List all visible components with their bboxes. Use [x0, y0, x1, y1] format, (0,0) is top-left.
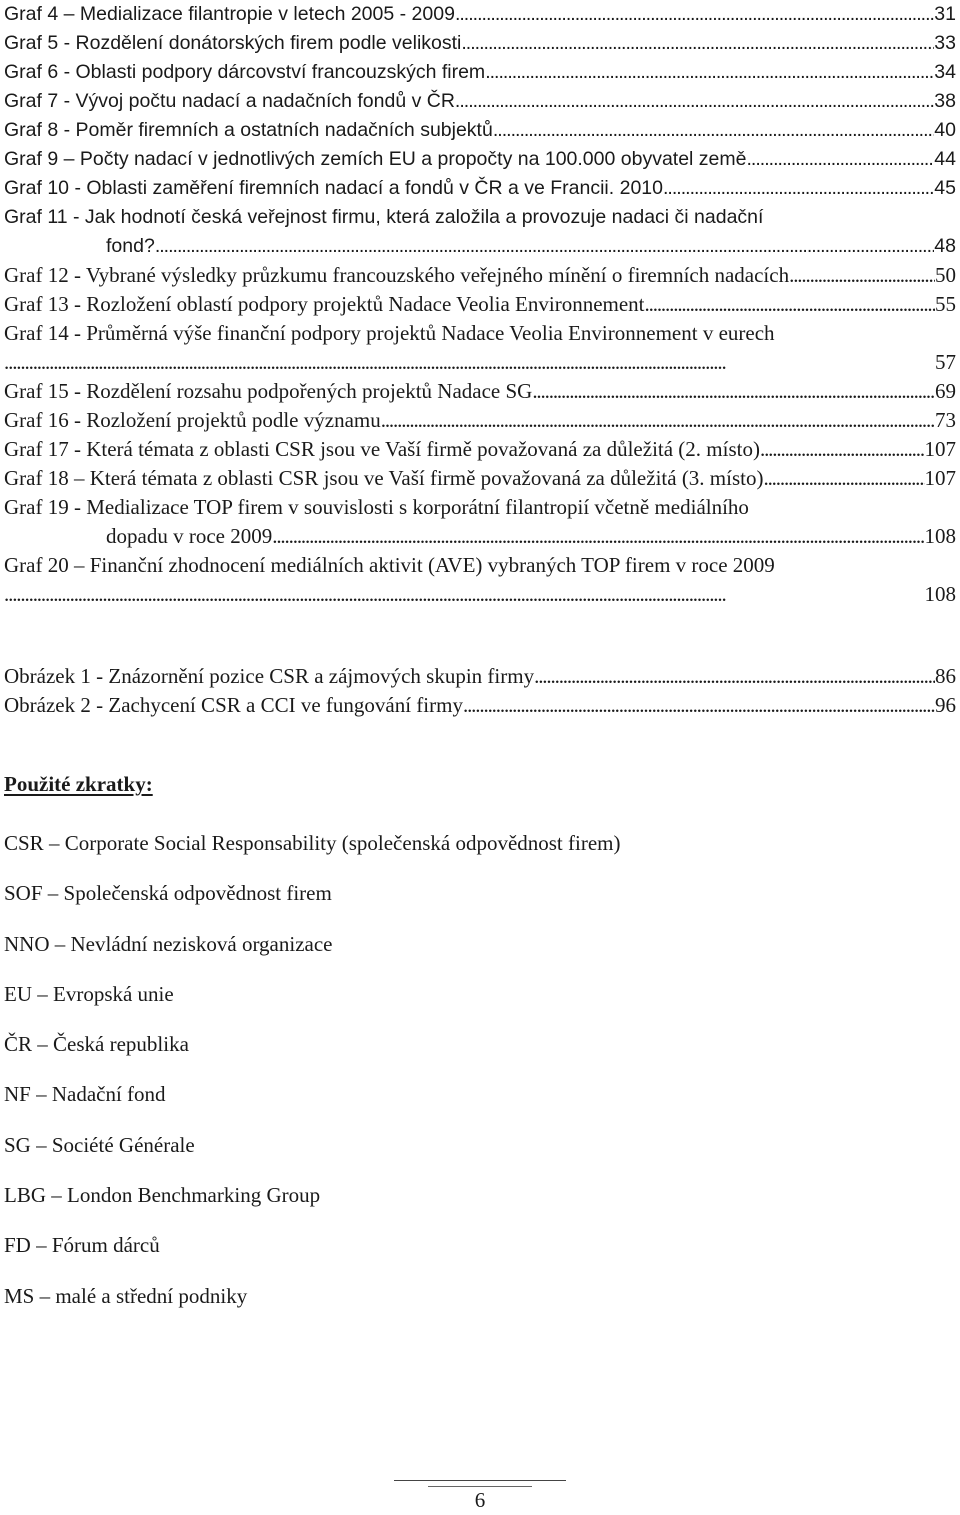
- abbreviation-item: SG – Société Générale: [4, 1132, 195, 1157]
- abbreviation-item: CSR – Corporate Social Responsability (společenská odpovědnost firem): [4, 831, 621, 855]
- toc-entry-title: Graf 10 - Oblasti zaměření firemních nadací a fondů v ČR a ve Francii. 2010: [4, 177, 663, 199]
- toc-entry-title: Graf 7 - Vývoj počtu nadací a nadačních fondů v ČR: [4, 90, 455, 112]
- toc-dot-leader: [463, 691, 935, 720]
- toc-entry[interactable]: [4, 203, 956, 261]
- toc-dot-leader: [381, 406, 935, 435]
- toc-dot-leader: [272, 522, 924, 551]
- toc-entry[interactable]: [4, 290, 956, 319]
- toc-entry-title: Graf 14 - Průměrná výše finanční podpory projektů Nadace Veolia Environnement v eurech: [4, 321, 775, 345]
- toc-line: [4, 493, 956, 522]
- toc-line: [4, 580, 956, 609]
- abbreviation-item: NF – Nadační fond: [4, 1082, 166, 1107]
- toc-dot-leader: [760, 435, 925, 464]
- toc-page-number: 107: [924, 437, 956, 461]
- toc-page-number: 33: [934, 32, 956, 54]
- toc-dot-leader: [155, 232, 934, 261]
- toc-page-number: 38: [934, 90, 956, 112]
- toc-line: [4, 29, 956, 58]
- toc-line: [4, 261, 956, 290]
- toc-line: [4, 464, 956, 493]
- toc-entry-title: Graf 18 – Která témata z oblasti CSR jsou ve Vaší firmě považovaná za důležitá (3. místo): [4, 466, 764, 490]
- toc-line: [4, 435, 956, 464]
- toc-entry-title: Graf 19 - Medializace TOP firem v souvislosti s korporátní filantropií včetně mediálního: [4, 495, 749, 519]
- toc-dot-leader: [455, 87, 934, 116]
- toc-entry-title: Graf 16 - Rozložení projektů podle významu: [4, 408, 381, 432]
- toc-entry[interactable]: [4, 174, 956, 203]
- abbreviations-heading: Použité zkratky:: [4, 772, 153, 796]
- toc-dot-leader: [4, 348, 935, 377]
- toc-entry[interactable]: [4, 261, 956, 290]
- toc-dot-leader: [534, 662, 935, 691]
- toc-page-number: 108: [924, 524, 956, 548]
- toc-entry-title: Graf 13 - Rozložení oblastí podpory projektů Nadace Veolia Environnement: [4, 292, 645, 316]
- toc-entry[interactable]: [4, 435, 956, 464]
- toc-dot-leader: [493, 116, 934, 145]
- toc-page-number: 55: [935, 292, 956, 316]
- toc-entry-title: Obrázek 2 - Zachycení CSR a CCI ve fungování firmy: [4, 693, 463, 717]
- toc-entry-title: fond?: [106, 235, 155, 257]
- toc-line: [4, 290, 956, 319]
- toc-page-number: 69: [935, 379, 956, 403]
- toc-dot-leader: [4, 580, 925, 609]
- toc-entry-title: Graf 20 – Finanční zhodnocení mediálních aktivit (AVE) vybraných TOP firem v roce 2009: [4, 553, 775, 577]
- toc-entry[interactable]: [4, 87, 956, 116]
- toc-page-number: 108: [924, 582, 956, 606]
- toc-entry[interactable]: [4, 319, 956, 377]
- footer-divider: [394, 1480, 566, 1481]
- toc-entry[interactable]: [4, 691, 956, 720]
- toc-page-number: 107: [924, 466, 956, 490]
- toc-page-number: 73: [935, 408, 956, 432]
- toc-line: [4, 377, 956, 406]
- toc-page-number: 44: [934, 148, 956, 170]
- footer-divider-short: [428, 1486, 532, 1487]
- toc-line: [4, 691, 956, 720]
- figure-table-of-contents: [4, 0, 956, 609]
- toc-entry-title: Graf 4 – Medializace filantropie v letech 2005 - 2009: [4, 3, 455, 25]
- toc-entry-title: Graf 8 - Poměr firemních a ostatních nadačních subjektů: [4, 119, 493, 141]
- toc-line: [4, 145, 956, 174]
- toc-page-number: 40: [934, 119, 956, 141]
- page-number: 6: [474, 1488, 486, 1512]
- toc-line: [4, 0, 956, 29]
- toc-entry-title: Obrázek 1 - Znázornění pozice CSR a zájmových skupin firmy: [4, 664, 535, 688]
- toc-entry[interactable]: [4, 406, 956, 435]
- abbreviation-item: NNO – Nevládní nezisková organizace: [4, 931, 333, 956]
- abbreviation-item: LBG – London Benchmarking Group: [4, 1183, 321, 1208]
- toc-entry-title: Graf 15 - Rozdělení rozsahu podpořených projektů Nadace SG: [4, 379, 533, 403]
- abbreviation-item: SOF – Společenská odpovědnost firem: [4, 881, 332, 906]
- toc-dot-leader: [645, 290, 935, 319]
- toc-entry-title: Graf 17 - Která témata z oblasti CSR jsou ve Vaší firmě považovaná za důležitá (2. místo): [4, 437, 760, 461]
- toc-entry-title: Graf 5 - Rozdělení donátorských firem podle velikosti: [4, 32, 462, 54]
- toc-entry-title: Graf 12 - Vybrané výsledky průzkumu francouzského veřejného mínění o firemních nadacích: [4, 263, 790, 287]
- toc-page-number: 86: [935, 664, 956, 688]
- toc-entry[interactable]: [4, 464, 956, 493]
- abbreviation-item: MS – malé a střední podniky: [4, 1283, 248, 1308]
- toc-page-number: 31: [934, 3, 956, 25]
- toc-page-number: 34: [934, 61, 956, 83]
- toc-entry[interactable]: [4, 0, 956, 29]
- toc-dot-leader: [789, 261, 935, 290]
- toc-page-number: 96: [935, 693, 956, 717]
- toc-entry[interactable]: [4, 58, 956, 87]
- toc-dot-leader: [485, 58, 934, 87]
- toc-entry[interactable]: [4, 493, 956, 551]
- toc-line: [4, 319, 956, 348]
- toc-entry[interactable]: [4, 662, 956, 691]
- toc-dot-leader: [763, 464, 924, 493]
- toc-dot-leader: [747, 145, 935, 174]
- toc-line: [4, 232, 956, 261]
- toc-line: [4, 174, 956, 203]
- toc-line: [4, 203, 956, 232]
- toc-entry-title: Graf 6 - Oblasti podpory dárcovství francouzských firem: [4, 61, 486, 83]
- toc-page-number: 48: [934, 235, 956, 257]
- toc-entry-title: Graf 11 - Jak hodnotí česká veřejnost firmu, která založila a provozuje nadaci či nadační: [4, 206, 764, 228]
- toc-entry[interactable]: [4, 29, 956, 58]
- image-table-of-contents: [4, 662, 956, 720]
- toc-line: [4, 406, 956, 435]
- toc-page-number: 50: [935, 263, 956, 287]
- toc-page-number: 57: [935, 350, 956, 374]
- toc-line: [4, 662, 956, 691]
- toc-dot-leader: [663, 174, 934, 203]
- toc-dot-leader: [461, 29, 934, 58]
- abbreviation-item: FD – Fórum dárců: [4, 1233, 160, 1258]
- toc-line: [4, 551, 956, 580]
- abbreviation-item: EU – Evropská unie: [4, 981, 174, 1006]
- abbreviation-item: ČR – Česká republika: [4, 1032, 189, 1057]
- toc-line: [4, 87, 956, 116]
- toc-dot-leader: [532, 377, 935, 406]
- toc-line: [4, 58, 956, 87]
- toc-entry[interactable]: [4, 551, 956, 609]
- toc-line: [4, 116, 956, 145]
- toc-dot-leader: [455, 0, 934, 29]
- toc-entry[interactable]: [4, 116, 956, 145]
- abbreviations-list: [4, 828, 944, 1331]
- toc-page-number: 45: [934, 177, 956, 199]
- toc-entry-title: dopadu v roce 2009: [106, 524, 273, 548]
- toc-entry[interactable]: [4, 145, 956, 174]
- toc-line: [4, 348, 956, 377]
- toc-line: [4, 522, 956, 551]
- toc-entry-title: Graf 9 – Počty nadací v jednotlivých zemích EU a propočty na 100.000 obyvatel země: [4, 148, 747, 170]
- toc-entry[interactable]: [4, 377, 956, 406]
